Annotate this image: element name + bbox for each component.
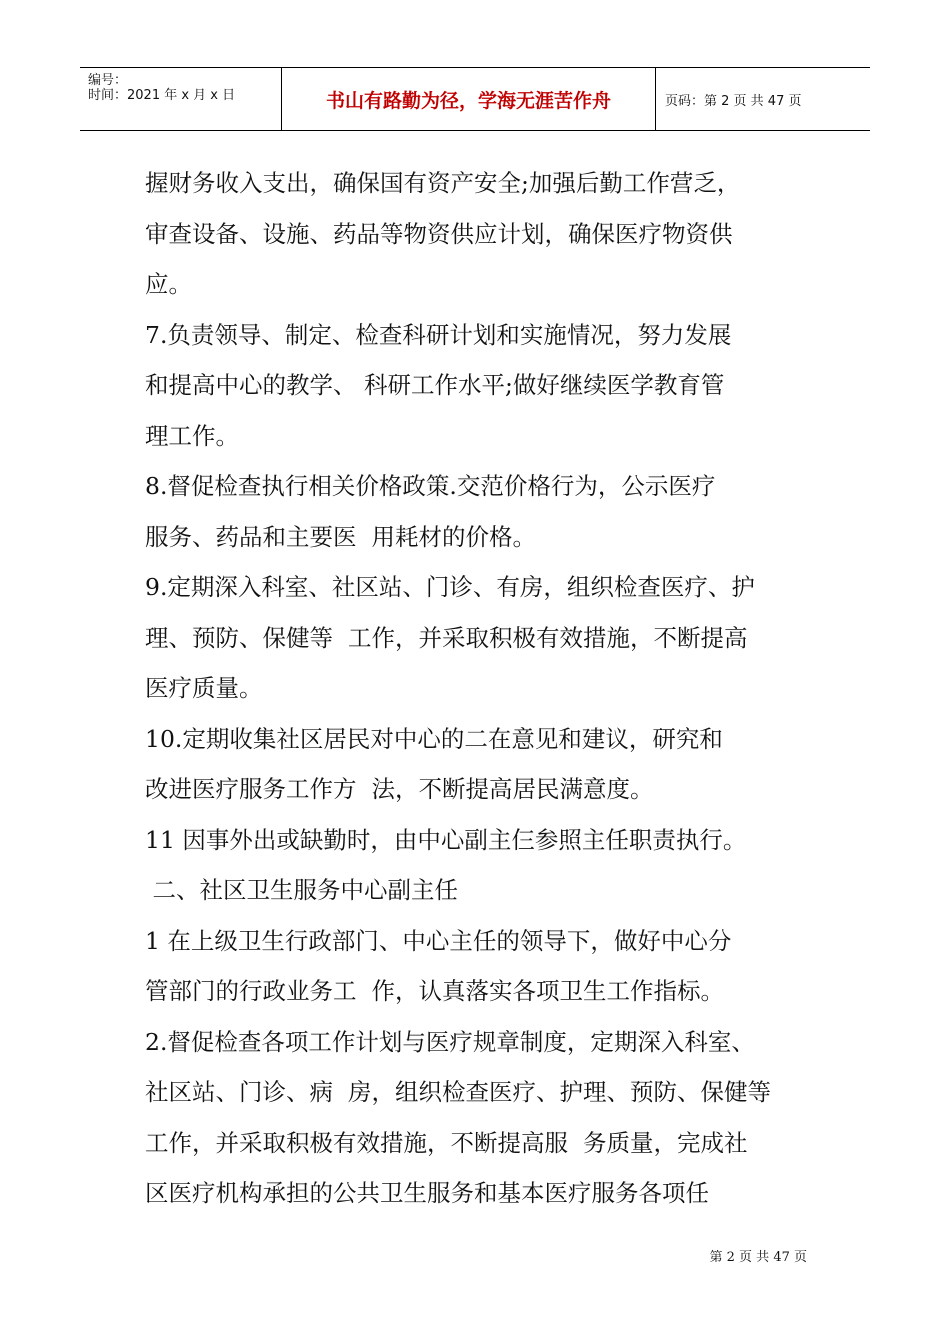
page-header <box>80 67 870 131</box>
footer-page-number: 第 2 页 共 47 页 <box>709 1250 807 1265</box>
text-line: 管部门的行政业务工 作，认真落实各项卫生工作指标。 <box>145 977 724 1005</box>
header-page-number: 页码：第 2 页 共 47 页 <box>665 93 802 109</box>
text-line: 审查设备、设施、药品等物资供应计划，确保医疗物资供 <box>145 219 733 248</box>
text-line: 8.督促检查执行相关价格政策.交范价格行为，公示医疗 <box>145 472 716 500</box>
text-line: 9.定期深入科室、社区站、门诊、有房，组织检查医疗、护 <box>145 573 755 601</box>
text-line: 7.负责领导、制定、检查科研计划和实施情况，努力发展 <box>145 320 732 349</box>
document-body <box>145 158 805 1219</box>
time-label: 时间：2021 年 x 月 x 日 <box>88 88 236 103</box>
text-line: 社区站、门诊、病 房，组织检查医疗、护理、预防、保健等 <box>145 1078 771 1106</box>
text-line: 握财务收入支出，确保国有资产安全;加强后勤工作营乏， <box>145 169 741 197</box>
text-line: 区医疗机构承担的公共卫生服务和基本医疗服务各项任 <box>145 1179 709 1207</box>
text-line: 2.督促检查各项工作计划与医疗规章制度，定期深入科室、 <box>145 1027 755 1056</box>
code-label: 编号： <box>88 73 128 88</box>
text-line: 改进医疗服务工作方 法，不断提高居民满意度。 <box>145 775 654 803</box>
header-motto: 书山有路勤为径，学海无涯苦作舟 <box>282 68 656 130</box>
text-line: 理工作。 <box>145 421 239 450</box>
section-heading: 二、社区卫生服务中心副主任 <box>145 876 458 904</box>
text-line: 1 在上级卫生行政部门、中心主任的领导下，做好中心分 <box>145 926 732 955</box>
text-line: 和提高中心的教学、 科研工作水平;做好继续医学教育管 <box>145 371 725 399</box>
text-line: 理、预防、保健等 工作，并采取积极有效措施，不断提高 <box>145 623 748 652</box>
text-line: 应。 <box>145 270 192 298</box>
text-line: 工作，并采取积极有效措施，不断提高服 务质量，完成社 <box>145 1128 748 1157</box>
text-line: 11 因事外出或缺勤时，由中心副主仨参照主任职责执行。 <box>145 825 747 854</box>
text-line: 10.定期收集社区居民对中心的二在意见和建议，研究和 <box>145 724 723 753</box>
text-line: 医疗质量。 <box>145 674 263 702</box>
header-meta <box>80 68 282 130</box>
text-line: 服务、药品和主要医 用耗材的价格。 <box>145 522 536 551</box>
